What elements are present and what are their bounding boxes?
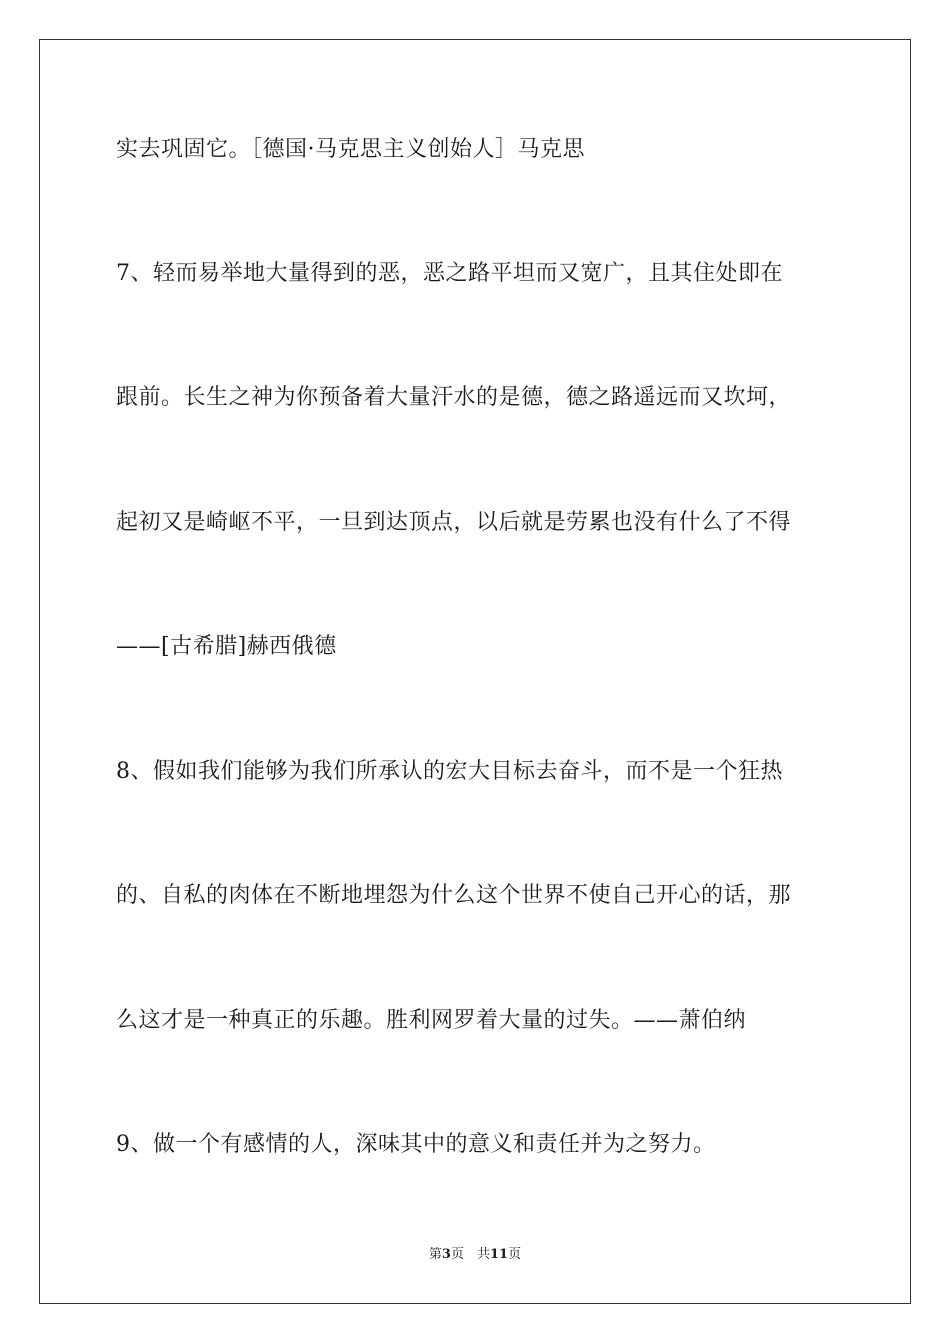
page-footer [0, 1246, 950, 1264]
total-pages-number: 11 [489, 1247, 509, 1262]
current-page-number: 3 [441, 1247, 451, 1262]
text-line-9: 9、做一个有感情的人，深味其中的意义和责任并为之努力。 [116, 1132, 716, 1157]
page-border [39, 39, 911, 1304]
footer-prefix: 第 [428, 1247, 442, 1262]
text-line-7: 的、自私的肉体在不断地埋怨为什么这个世界不使自己开心的话，那 [116, 883, 792, 908]
text-line-6: 8、假如我们能够为我们所承认的宏大目标去奋斗，而不是一个狂热 [116, 759, 783, 784]
footer-mid: 页 共 [450, 1247, 490, 1262]
text-line-2: 7、轻而易举地大量得到的恶，恶之路平坦而又宽广，且其住处即在 [116, 261, 783, 286]
text-line-4: 起初又是崎岖不平，一旦到达顶点，以后就是劳累也没有什么了不得 [116, 510, 792, 535]
text-line-1: 实去巩固它。［德国·马克思主义创始人］马克思 [116, 137, 585, 162]
text-line-5: ——[古希腊]赫西俄德 [116, 634, 337, 659]
footer-suffix: 页 [508, 1247, 522, 1262]
text-line-3: 跟前。长生之神为你预备着大量汗水的是德，德之路遥远而又坎坷， [116, 385, 792, 410]
text-line-8: 么这才是一种真正的乐趣。胜利网罗着大量的过失。——萧伯纳 [116, 1008, 747, 1033]
